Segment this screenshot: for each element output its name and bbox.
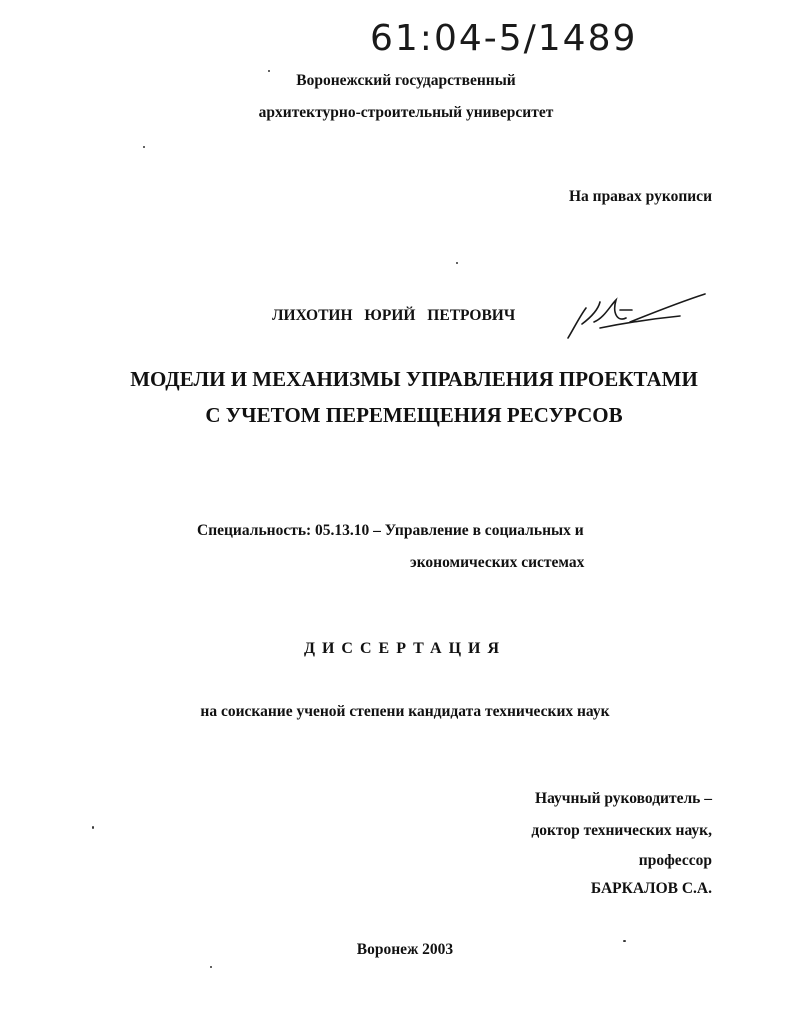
scan-speck xyxy=(210,966,212,968)
advisor-role: Научный руководитель – xyxy=(535,790,712,807)
specialty-line-2: экономических системах xyxy=(410,554,585,571)
manuscript-rights-label: На правах рукописи xyxy=(568,188,712,205)
advisor-title: профессор xyxy=(638,852,712,869)
advisor-name: БАРКАЛОВ С.А. xyxy=(590,880,712,897)
university-name-line-2: архитектурно-строительный университет xyxy=(258,104,554,121)
dissertation-title-line-1: МОДЕЛИ И МЕХАНИЗМЫ УПРАВЛЕНИЯ ПРОЕКТАМИ xyxy=(130,367,698,391)
university-name-line-1: Воронежский государственный xyxy=(296,72,516,89)
archive-stamp: 61:04-5/1489 xyxy=(370,18,638,59)
degree-purpose: на соискание ученой степени кандидата технических наук xyxy=(200,703,610,720)
city-year: Воронеж 2003 xyxy=(356,941,454,958)
dissertation-title-line-2: С УЧЕТОМ ПЕРЕМЕЩЕНИЯ РЕСУРСОВ xyxy=(205,403,623,427)
scan-speck xyxy=(92,826,94,829)
advisor-degree: доктор технических наук, xyxy=(531,822,712,839)
scan-speck xyxy=(623,940,626,942)
author-name: ЛИХОТИН ЮРИЙ ПЕТРОВИЧ xyxy=(272,307,516,324)
scan-speck xyxy=(456,262,458,264)
scan-speck xyxy=(268,70,270,72)
author-signature xyxy=(560,288,710,348)
document-type-heading: ДИССЕРТАЦИЯ xyxy=(303,640,507,657)
scan-speck xyxy=(143,146,145,148)
specialty-line-1: Специальность: 05.13.10 – Управление в социальных и xyxy=(197,522,584,539)
